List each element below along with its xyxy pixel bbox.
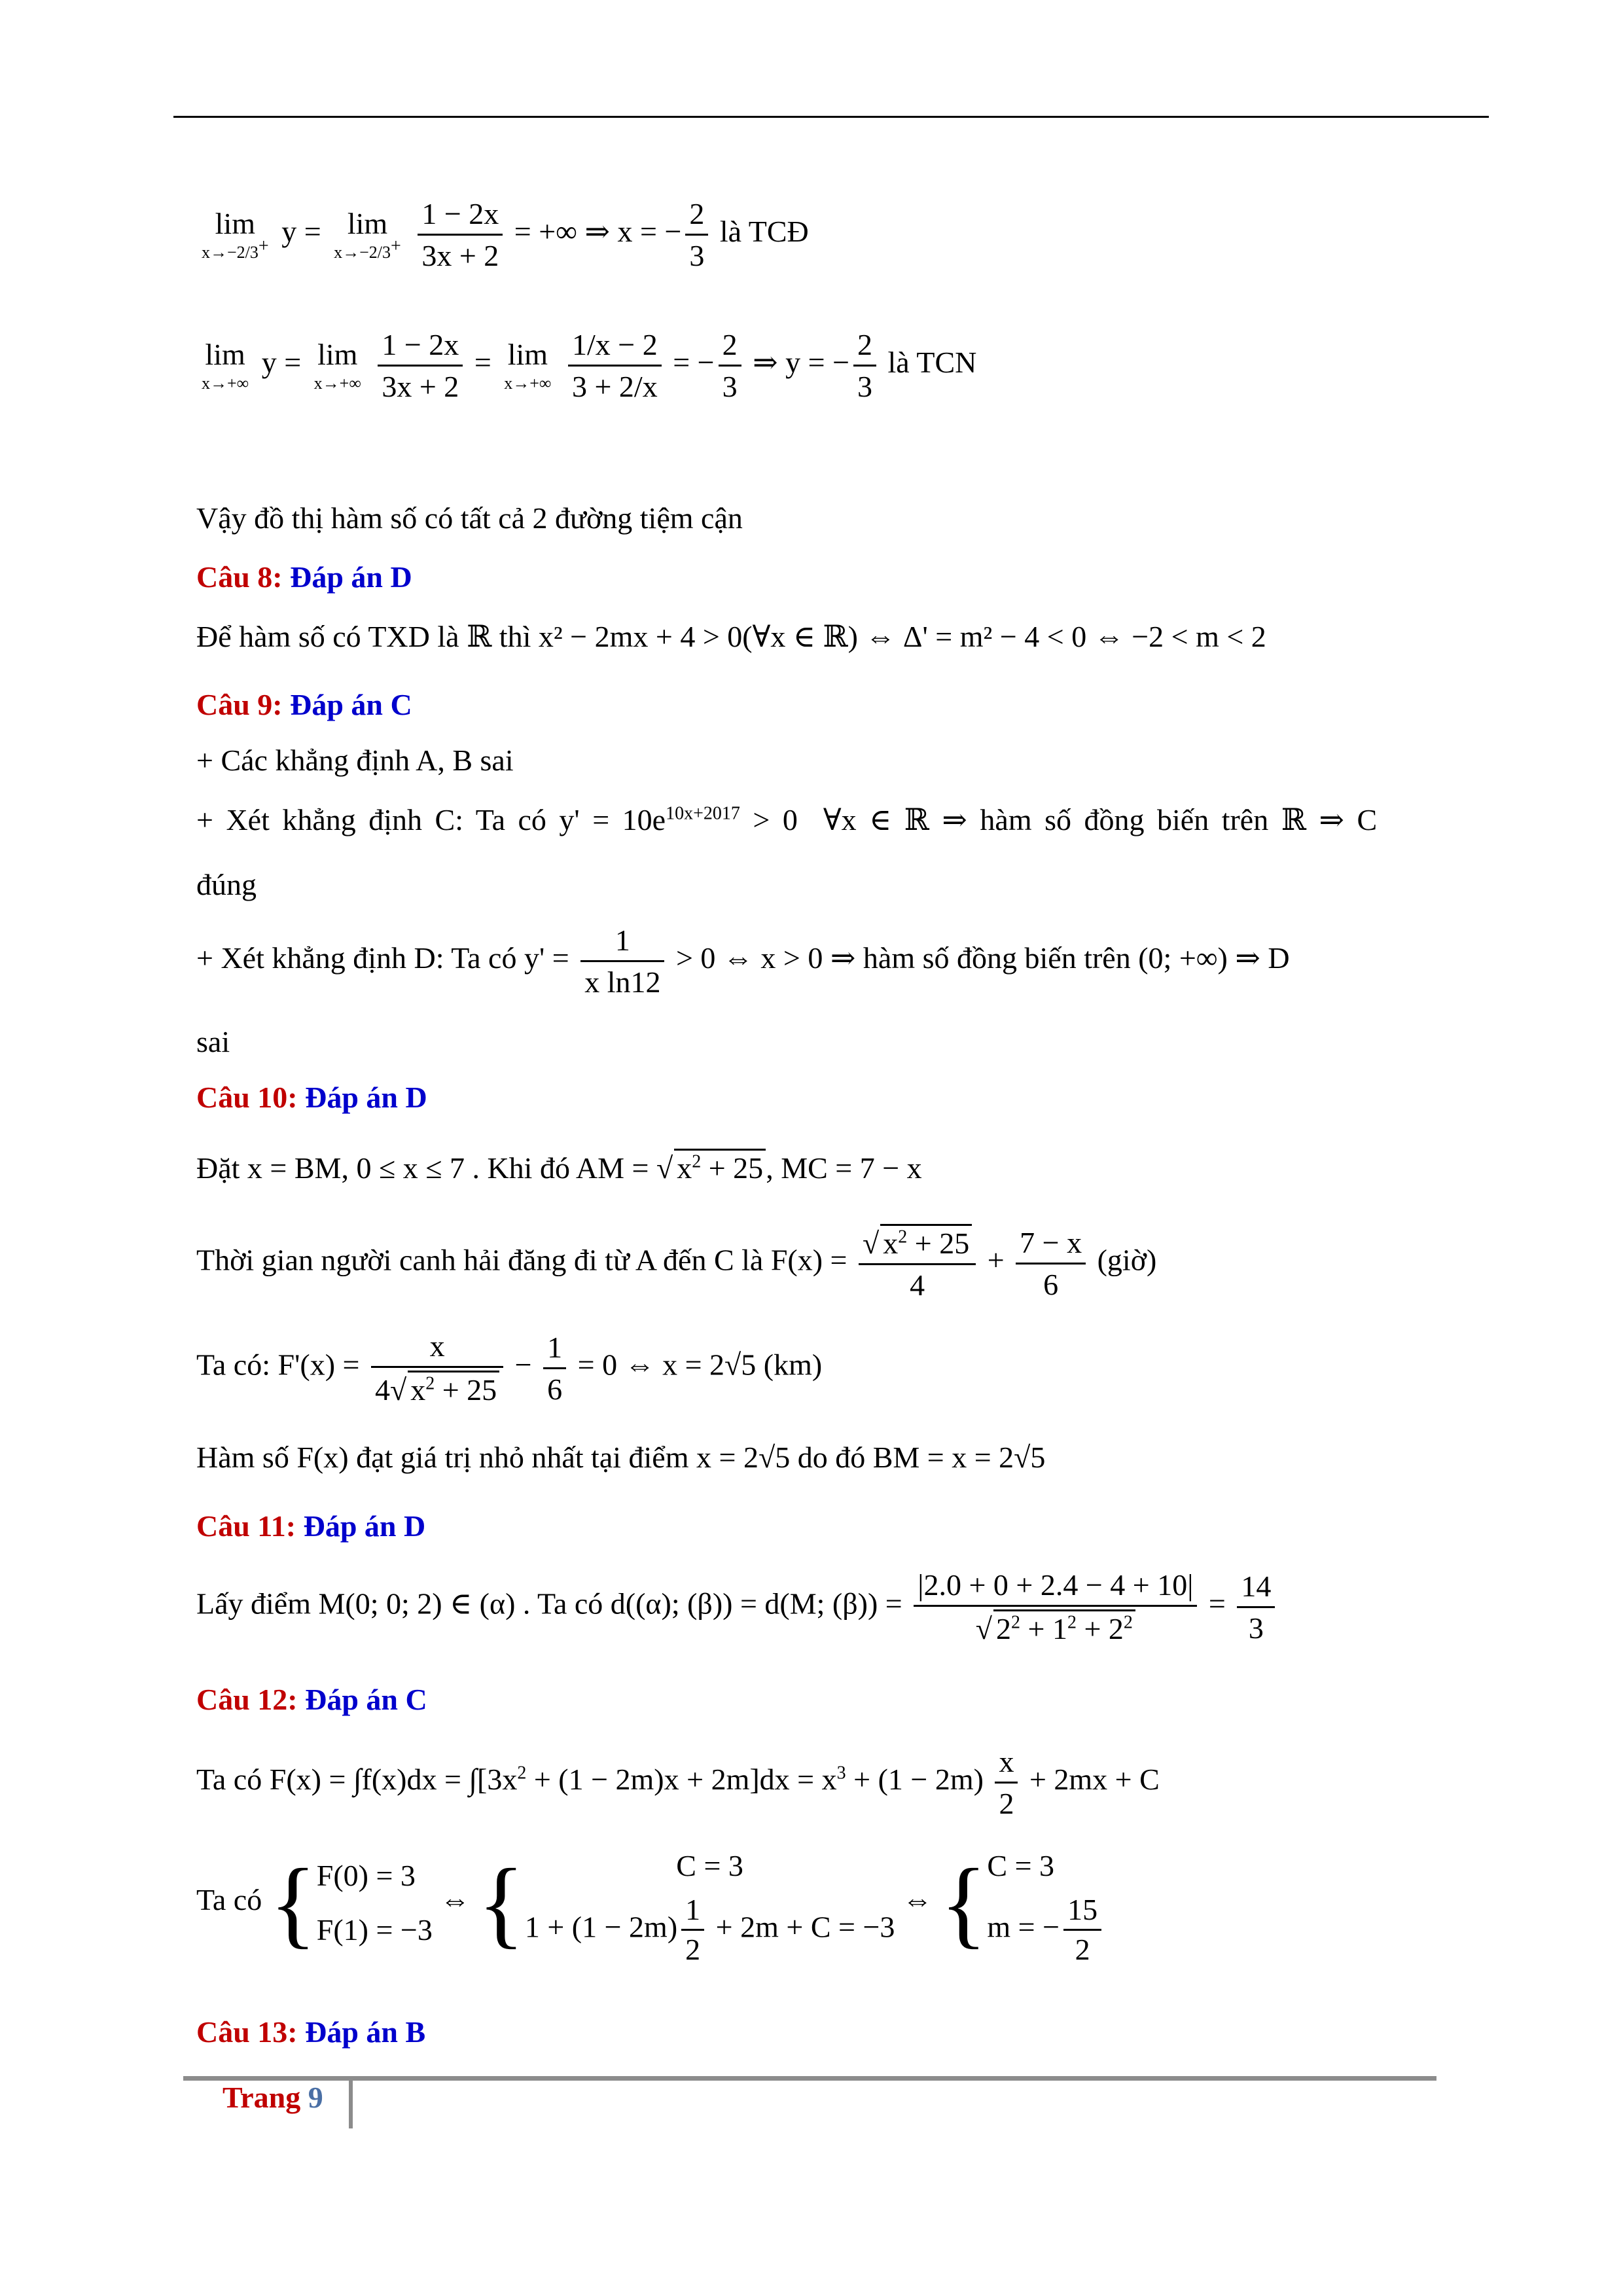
question-10-line-2: Thời gian người canh hải đăng đi từ A đến C là F(x) = $\frac{√ x^2 + 25}{4}$ + $\frac{7 - x}{6}$ (giờ) bbox=[196, 1224, 1156, 1302]
question-12-heading: Câu 12: Đáp án C bbox=[196, 1683, 427, 1716]
question-10-line-1: Đặt x = BM, 0 ≤ x ≤ 7 . Khi đó AM = √ $x^2 + 25$, MC = 7 − x bbox=[196, 1149, 922, 1185]
question-9-line-5: sai bbox=[196, 1025, 230, 1058]
formula-horizontal-asymptote: lim x→+∞ y = lim x→+∞ $\frac{1 - 2x}{3x + 2}$ = lim x→+∞ $\frac{1/x - 2}{3 + 2/x}$ = − $\frac{2}{3}$ ⇒ y = − $\frac{2}{3}$ là TCN bbox=[202, 328, 977, 403]
question-13-heading: Câu 13: Đáp án B bbox=[196, 2015, 426, 2049]
question-9-heading: Câu 9: Đáp án C bbox=[196, 688, 412, 721]
question-12-line-2: Ta có {F(0) = 3 F(1) = −3 ⇔ { C = 3 1 + (1 − 2m) $\frac{1}{2}$ + 2m + C = −3 ⇔ {C = 3 m = − $\frac{15}{2}$ bbox=[196, 1839, 1105, 1967]
top-rule bbox=[173, 116, 1489, 118]
question-8-heading: Câu 8: Đáp án D bbox=[196, 560, 412, 594]
tcn-label: là TCN bbox=[887, 346, 977, 380]
question-11-heading: Câu 11: Đáp án D bbox=[196, 1509, 426, 1543]
formula-vertical-asymptote: lim x→−2/3+ y = lim x→−2/3+ $\frac{1 - 2x}{3x + 2}$ = +∞ ⇒ x = − $\frac{2}{3}$ là TCĐ bbox=[202, 197, 809, 272]
question-8-body: Để hàm số có TXD là ℝ thì x² − 2mx + 4 > 0(∀x ∈ ℝ) ⇔ Δ' = m² − 4 < 0 ⇔ −2 < m < 2 bbox=[196, 620, 1266, 653]
page-number: Trang 9 bbox=[223, 2081, 323, 2114]
question-10-heading: Câu 10: Đáp án D bbox=[196, 1081, 427, 1114]
question-9-line-2: + Xét khẳng định C: Ta có $y' = 10e^{10x+2017} > 0$ ∀x ∈ ℝ ⇒ hàm số đồng biến trên ℝ ⇒ C bbox=[196, 803, 1378, 836]
question-9-line-1: + Các khẳng định A, B sai bbox=[196, 744, 514, 777]
question-9-line-4: + Xét khẳng định D: Ta có y' = $\frac{1}{\text{x ln12}}$ > 0 ⇔ x > 0 ⇒ hàm số đồng biến trên (0; +∞) ⇒ D bbox=[196, 924, 1290, 999]
footer-rule bbox=[183, 2076, 1436, 2081]
footer-divider bbox=[349, 2076, 353, 2128]
conclusion-asymptotes: Vậy đồ thị hàm số có tất cả 2 đường tiệm cận bbox=[196, 501, 743, 535]
tcd-label: là TCĐ bbox=[719, 215, 809, 249]
question-12-line-1: Ta có $F(x) = \int f(x)dx = \int[3x^2 + (1 - 2m)x + 2m]dx = x^3 + (1 - 2m)$ $\frac{x}{2}$ + 2mx + C bbox=[196, 1745, 1160, 1820]
question-10-line-4: Hàm số F(x) đạt giá trị nhỏ nhất tại điểm x = 2√5 do đó BM = x = 2√5 bbox=[196, 1441, 1046, 1474]
question-10-line-3: Ta có: F'(x) = $\frac{x}{4√ x^2 + 25}$ − $\frac{1}{6}$ = 0 ⇔ x = 2√5 (km) bbox=[196, 1329, 823, 1407]
question-9-line-3: đúng bbox=[196, 868, 257, 901]
question-11-line-1: Lấy điểm M(0; 0; 2) ∈ (α) . Ta có d((α); (β)) = d(M; (β)) = $\frac{|2.0 + 0 + 2.4 - 4 + 10|}{√ 2^2 + 1^2 + 2^2}$ = $\frac{14}{3}$ bbox=[196, 1568, 1279, 1646]
